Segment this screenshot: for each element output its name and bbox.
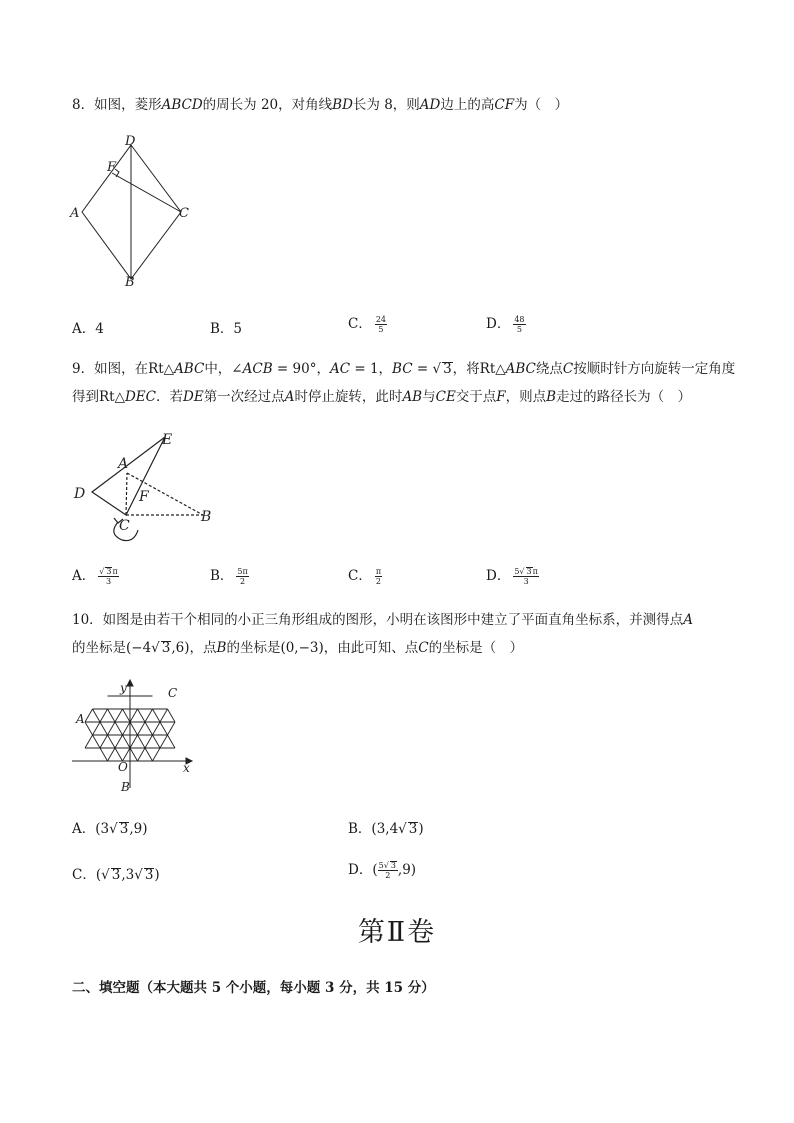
q8-option-b[interactable]: B．5 (210, 321, 243, 337)
y-axis-arrow (127, 680, 133, 686)
fraction: $\frac{24}{5}$ (375, 315, 387, 334)
label-a: A (76, 712, 85, 726)
grid-line (100, 722, 108, 735)
grid-line (145, 722, 153, 735)
label-c: C (119, 518, 130, 534)
grid-line (100, 709, 108, 722)
label-y: y (120, 681, 127, 695)
grid-line (130, 709, 138, 722)
grid-line (130, 748, 138, 761)
grid-line (153, 722, 161, 735)
grid-line (123, 709, 131, 722)
q10-option-a[interactable]: A．(3√ 3,9) (72, 821, 148, 837)
q8-option-d[interactable]: D． $\frac{48}{5}$ (486, 315, 525, 334)
label-o: O (118, 760, 128, 774)
grid-line (153, 748, 161, 761)
grid-line (168, 722, 176, 735)
label-a: A (70, 206, 80, 221)
grid-line (93, 735, 101, 748)
grid-line (115, 709, 123, 722)
grid-line (138, 709, 146, 722)
label-f: F (107, 160, 117, 175)
q9-stem-line1: 9．如图，在Rt△ABC中，∠ACB = 90°，AC = 1，BC = √ 3，将Rt△ABC绕点C按顺时针方向旋转一定角度 (72, 361, 736, 377)
grid-line (160, 722, 168, 735)
fraction: $\frac{\pi}{2}$ (375, 567, 382, 586)
label-d: D (74, 486, 86, 502)
grid-line (145, 735, 153, 748)
fraction: $\frac{48}{5}$ (514, 315, 525, 334)
grid-line (138, 722, 146, 735)
grid-line (145, 748, 153, 761)
fraction: $\frac{5√ 3}{2}$ (378, 861, 396, 880)
q9-option-d[interactable]: D． $\frac{5√ 3\pi}{3}$ (486, 567, 538, 586)
grid-line (93, 709, 101, 722)
label-d: D (125, 134, 136, 149)
height-cf (112, 173, 181, 212)
q9-option-c[interactable]: C． $\frac{\pi}{2}$ (348, 567, 382, 586)
q8-option-c[interactable]: C． $\frac{24}{5}$ (348, 315, 387, 334)
q10-option-d[interactable]: D．( $\frac{5√ 3}{2}$ ,9) (348, 861, 417, 880)
grid-line (100, 748, 108, 761)
grid-line (108, 722, 116, 735)
q9-option-a[interactable]: A． $\frac{√ 3\pi}{3}$ (72, 567, 118, 586)
fraction: $\frac{√ 3\pi}{3}$ (99, 567, 118, 586)
grid-line (115, 722, 123, 735)
label-f: F (139, 489, 149, 505)
q10-option-c[interactable]: C．(√ 3,3√ 3) (72, 867, 160, 883)
fraction: $\frac{5√ 3\pi}{3}$ (514, 567, 538, 586)
grid-line (85, 722, 93, 735)
grid-line (130, 735, 138, 748)
q9-rotation-figure (70, 430, 220, 545)
grid-line (138, 735, 146, 748)
q10-stem-line2: 的坐标是(−4√ 3,6)，点B的坐标是(0,−3)，由此可知、点C的坐标是（ ） (72, 640, 524, 656)
grid-line (108, 748, 116, 761)
grid-line (168, 709, 176, 722)
label-a: A (118, 456, 129, 472)
grid-line (145, 709, 153, 722)
grid-line (85, 735, 93, 748)
label-b: B (121, 780, 130, 794)
grid-line (153, 709, 161, 722)
grid-line (153, 735, 161, 748)
grid-line (130, 722, 138, 735)
grid-line (123, 735, 131, 748)
q10-stem-line1: 10．如图是由若干个相同的小正三角形组成的图形，小明在该图形中建立了平面直角坐标系，并测得点A (72, 612, 693, 628)
label-b: B (201, 509, 212, 525)
grid-line (108, 709, 116, 722)
q8-option-a[interactable]: A．4 (72, 321, 104, 337)
q9-option-b[interactable]: B． $\frac{5\pi}{2}$ (210, 567, 248, 586)
grid-line (93, 722, 101, 735)
triangle-dec (92, 437, 165, 515)
fraction: $\frac{5\pi}{2}$ (237, 567, 248, 586)
grid-line (123, 722, 131, 735)
label-x: x (183, 761, 190, 775)
q10-triangle-grid-figure (68, 678, 198, 796)
grid-line (115, 735, 123, 748)
label-c: C (168, 686, 178, 700)
q10-option-b[interactable]: B．(3,4√ 3) (348, 821, 424, 837)
q8-rhombus-figure (64, 133, 204, 293)
grid-line (138, 748, 146, 761)
q9-stem-line2: 得到Rt△DEC．若DE第一次经过点A时停止旋转，此时AB与CE交于点F，则点B走过的路径长为（ ） (72, 389, 692, 405)
segment-ca (126, 473, 127, 515)
fill-in-heading: 二、填空题（本大题共 5 个小题，每小题 3 分，共 15 分） (72, 980, 435, 996)
q8-stem: 8．如图，菱形ABCD的周长为 20，对角线BD长为 8，则AD边上的高CF为（ ） (72, 97, 569, 113)
grid-line (85, 709, 93, 722)
label-b: B (125, 275, 135, 290)
grid-line (160, 709, 168, 722)
grid-line (108, 735, 116, 748)
section-title: 第Ⅱ卷 (357, 917, 437, 948)
grid-line (160, 735, 168, 748)
label-e: E (162, 432, 173, 448)
grid-line (168, 735, 176, 748)
label-c: C (179, 206, 189, 221)
grid-line (100, 735, 108, 748)
